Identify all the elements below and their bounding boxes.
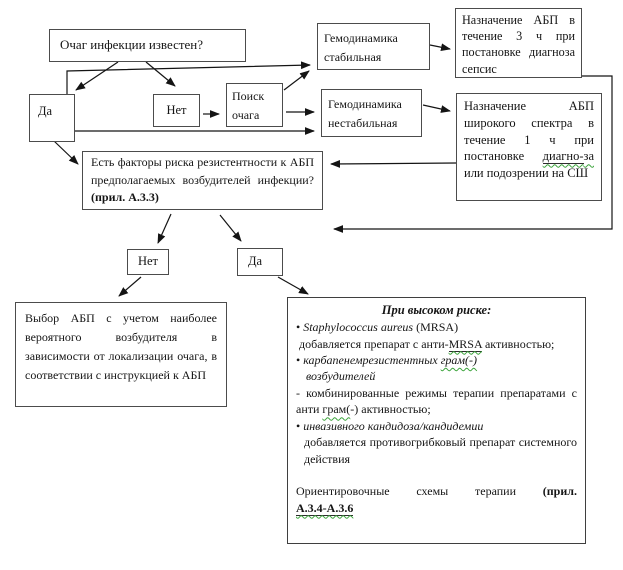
node-abt-3h-label: Назначение АБП в течение 3 ч при постановке диагноза сепсис — [462, 13, 575, 76]
high-risk-footer-text: Ориентировочные схемы терапии — [296, 484, 543, 499]
high-risk-bullet-carbapenem — [296, 352, 577, 385]
high-risk-gram-word: грам(-) — [440, 353, 478, 367]
high-risk-bullet-mrsa — [296, 319, 577, 335]
high-risk-title: При высоком риске: — [381, 303, 492, 317]
arrow-search-to-stable — [284, 71, 309, 90]
node-no-1 — [153, 94, 200, 127]
high-risk-bullet-candida — [296, 418, 577, 434]
high-risk-mrsa-therapy-pre: добавляется препарат с анти- — [299, 336, 449, 351]
node-abt-3h — [455, 8, 582, 78]
node-high-risk — [287, 297, 586, 544]
high-risk-mrsa-therapy-post: активностью; — [481, 336, 555, 351]
high-risk-mrsa-paren: (MRSA) — [413, 320, 459, 335]
high-risk-candida-text: инвазивного кандидоза/кандидемии — [303, 418, 484, 433]
node-yes-1 — [29, 94, 75, 142]
node-search-focus — [226, 83, 283, 127]
node-yes-1-label: Да — [38, 104, 53, 118]
high-risk-combined-therapy — [296, 385, 577, 418]
node-abt-1h-hyphen-word-2: за — [583, 149, 594, 164]
bullet-icon: • — [296, 320, 304, 335]
node-no-1-label: Нет — [166, 102, 187, 117]
arrow-yes-to-risk — [54, 141, 78, 164]
node-hemodynamics-stable-label: Гемодинамика стабильная — [324, 31, 398, 64]
high-risk-combined-post: -) активностью; — [350, 402, 431, 417]
node-hemodynamics-unstable — [321, 89, 422, 137]
arrow-stable-to-abt3h — [430, 45, 450, 49]
node-hemodynamics-stable — [317, 23, 430, 70]
high-risk-mrsa-therapy — [296, 336, 577, 352]
node-no-2 — [127, 249, 169, 275]
arrow-abt1h-to-risk — [331, 163, 456, 164]
node-abp-choice-label: Выбор АБП с учетом наиболее вероятного возбудителя в зависимости от локализации очага, в соответствии с инструкцией к АБП — [25, 311, 217, 382]
node-hemodynamics-unstable-label: Гемодинамика нестабильная — [328, 97, 402, 130]
node-search-focus-label: Поиск очага — [232, 89, 265, 122]
high-risk-pathogens-word: возбудителей — [306, 369, 376, 384]
node-yes-2-label: Да — [248, 254, 263, 269]
node-risk-question-ref: (прил. А.3.3) — [91, 190, 159, 205]
node-yes-2 — [237, 248, 283, 276]
high-risk-footer — [296, 483, 577, 516]
node-risk-question — [82, 151, 323, 210]
high-risk-mrsa-word: MRSA — [448, 336, 482, 351]
arrow-risk-to-no2 — [158, 214, 171, 243]
high-risk-antifungal-text: добавляется противогрибковый препарат системного действия — [304, 435, 577, 466]
node-abt-1h-text-end: или подозрении на СШ — [464, 166, 589, 180]
arrow-question-to-no — [146, 62, 175, 86]
high-risk-combined-text: - комбинированные режимы терапии препаратами с анти — [296, 385, 577, 417]
node-abt-1h — [456, 93, 602, 201]
node-focus-question-label: Очаг инфекции известен? — [60, 37, 204, 53]
bullet-icon: • — [296, 418, 304, 433]
node-abt-1h-hyphen-word: диагно- — [542, 149, 584, 164]
high-risk-carbapenem-text: карбапенемрезистентных — [303, 353, 441, 367]
node-no-2-label: Нет — [137, 254, 159, 269]
arrow-unstable-to-abt1h — [423, 105, 450, 111]
node-risk-question-text: Есть факторы риска резистентности к АБП предполагаемых возбудителей инфекции? — [91, 155, 314, 187]
arrow-yes2-to-highrisk — [278, 277, 308, 294]
arrow-question-to-yes — [76, 62, 118, 90]
node-abt-1h-text: Назначение АБП широкого спектра в течение 1 ч при постановке — [464, 99, 594, 164]
node-abp-choice — [15, 302, 227, 407]
high-risk-footer-ref: А.3.4-А.3.6 — [296, 500, 354, 515]
high-risk-gram-word-2: грам( — [322, 402, 351, 417]
node-focus-question — [49, 29, 246, 62]
high-risk-footer-appendix: (прил. — [542, 484, 577, 499]
bullet-icon: • — [296, 353, 304, 367]
arrow-no2-to-choice — [119, 277, 141, 296]
high-risk-staph-name: Staphylococcus aureus — [303, 320, 414, 335]
arrow-risk-to-yes2 — [220, 215, 241, 241]
